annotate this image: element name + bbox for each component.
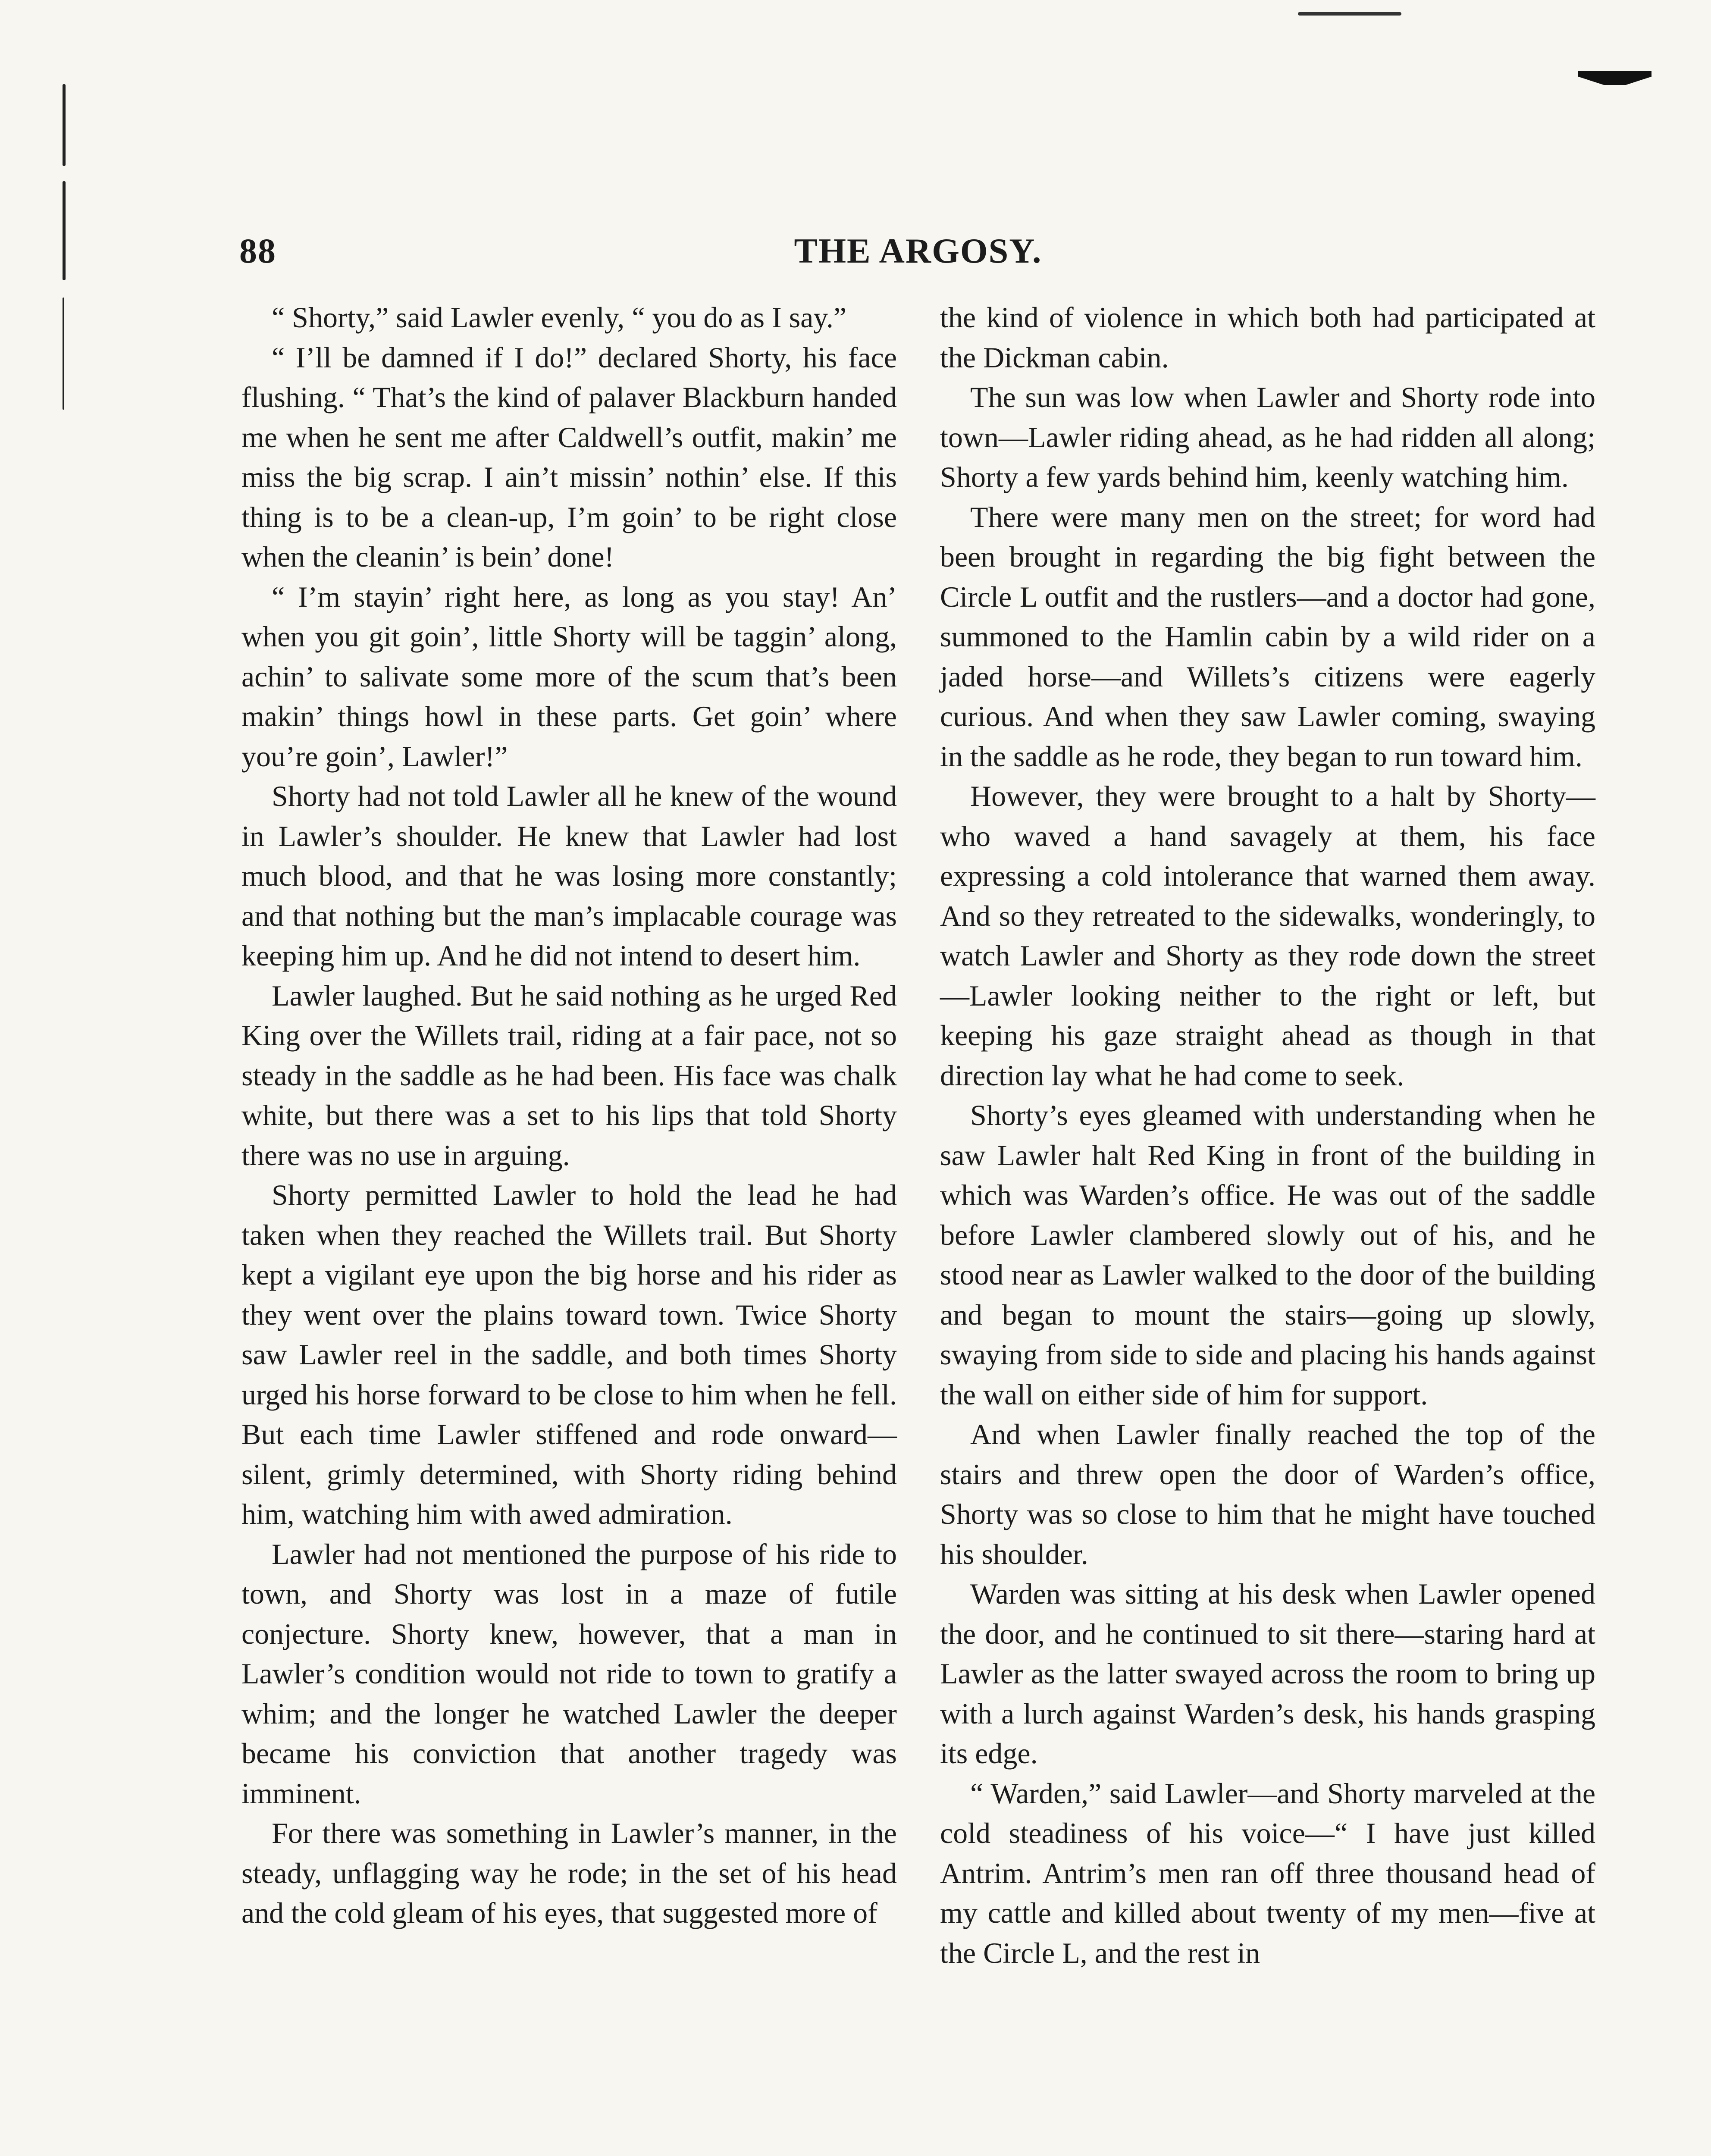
paragraph: Lawler had not mentioned the purpose of his ride to town, and Shorty was lost in a maze of futile conjecture. Shorty knew, however, that a man in Lawler’s condition would not ride to town to gratify a whim; and the longer he watched Lawler the deeper became his conviction that another tragedy was imminent. (241, 1537, 897, 1810)
paragraph: “ Shorty,” said Lawler evenly, “ you do as I say.” (272, 301, 847, 334)
paragraph: The sun was low when Lawler and Shorty rode into town—Lawler riding ahead, as he had ridden all along; Shorty a few yards behind him, keenly watching him. (940, 381, 1595, 493)
edge-scan-mark (63, 84, 66, 166)
page-header (239, 222, 1597, 287)
paragraph: “ I’ll be damned if I do!” declared Shorty, his face flushing. “ That’s the kind of palaver Blackburn handed me when he sent me after Caldwell’s outfit, makin’ me miss the big scrap. I ain’t missin’ nothin’ else. If this thing is to be a clean-up, I’m goin’ to be right close when the cleanin’ is bein’ done! (241, 341, 897, 573)
page-number: 88 (239, 231, 276, 270)
paragraph: “ Warden,” said Lawler—and Shorty marveled at the cold steadiness of his voice—“ I have just killed Antrim. Antrim’s men ran off three thousand head of my cattle and killed about twenty of my men—five at the Circle L, and the rest in (940, 1777, 1595, 1969)
paragraph: the kind of violence in which both had participated at the Dickman cabin. (940, 301, 1595, 374)
paragraph: Shorty had not told Lawler all he knew of the wound in Lawler’s shoulder. He knew that Lawler had lost much blood, and that he was losing more constantly; and that nothing but the man’s implacable courage was keeping him up. And he did not intend to desert him. (241, 780, 897, 972)
paragraph: For there was something in Lawler’s manner, in the steady, unflagging way he rode; in the set of his head and the cold gleam of his eyes, that suggested more of (241, 1817, 897, 1929)
paragraph: However, they were brought to a halt by Shorty—who waved a hand savagely at them, his face expressing a cold intolerance that warned them away. And so they retreated to the sidewalks, wonderingly, to watch Lawler and Shorty as they rode down the street—Lawler looking neither to the right or left, but keeping his gaze straight ahead as though in that direction lay what he had come to seek. (940, 780, 1595, 1092)
scan-rule-mark (1298, 12, 1401, 16)
paragraph: Lawler laughed. But he said nothing as he urged Red King over the Willets trail, riding at a fair pace, not so steady in the saddle as he had been. His face was chalk white, but there was a set to his lips that told Shorty there was no use in arguing. (241, 979, 897, 1172)
paragraph: Shorty’s eyes gleamed with understanding when he saw Lawler halt Red King in front of the building in which was Warden’s office. He was out of the saddle before Lawler clambered slowly out of his, and he stood near as Lawler walked to the door of the building and began to mount the stairs—going up slowly, swaying from side to side and placing his hands against the wall on either side of him for support. (940, 1099, 1595, 1411)
paragraph: Warden was sitting at his desk when Lawler opened the door, and he continued to sit there—staring hard at Lawler as the latter swayed across the room to bring up with a lurch against Warden’s desk, his hands grasping its edge. (940, 1577, 1595, 1770)
paragraph: Shorty permitted Lawler to hold the lead he had taken when they reached the Willets trail. But Shorty kept a vigilant eye upon the big horse and his rider as they went over the plains toward town. Twice Shorty saw Lawler reel in the saddle, and both times Shorty urged his horse forward to be close to him when he fell. But each time Lawler stiffened and rode onward— silent, grimly determined, with Shorty riding behind him, watching him with awed admiration. (241, 1178, 897, 1530)
edge-scan-mark (63, 181, 66, 280)
paragraph: And when Lawler finally reached the top of the stairs and threw open the door of Warden’s office, Shorty was so close to him that he might have touched his shoulder. (940, 1418, 1595, 1570)
right-column (940, 298, 1595, 1973)
paragraph: There were many men on the street; for word had been brought in regarding the big fight between the Circle L outfit and the rustlers—and a doctor had gone, summoned to the Hamlin cabin by a wild rider on a jaded horse—and Willets’s citizens were eagerly curious. And when they saw Lawler coming, swaying in the saddle as he rode, they began to run toward him. (940, 500, 1595, 773)
edge-scan-mark (63, 298, 64, 410)
running-title: THE ARGOSY. (794, 231, 1042, 270)
left-column (241, 298, 897, 1933)
corner-ink-mark (1578, 71, 1651, 85)
paragraph: “ I’m stayin’ right here, as long as you stay! An’ when you git goin’, little Shorty will be taggin’ along, achin’ to salivate some more of the scum that’s been makin’ things howl in these parts. Get goin’ where you’re goin’, Lawler!” (241, 580, 897, 773)
